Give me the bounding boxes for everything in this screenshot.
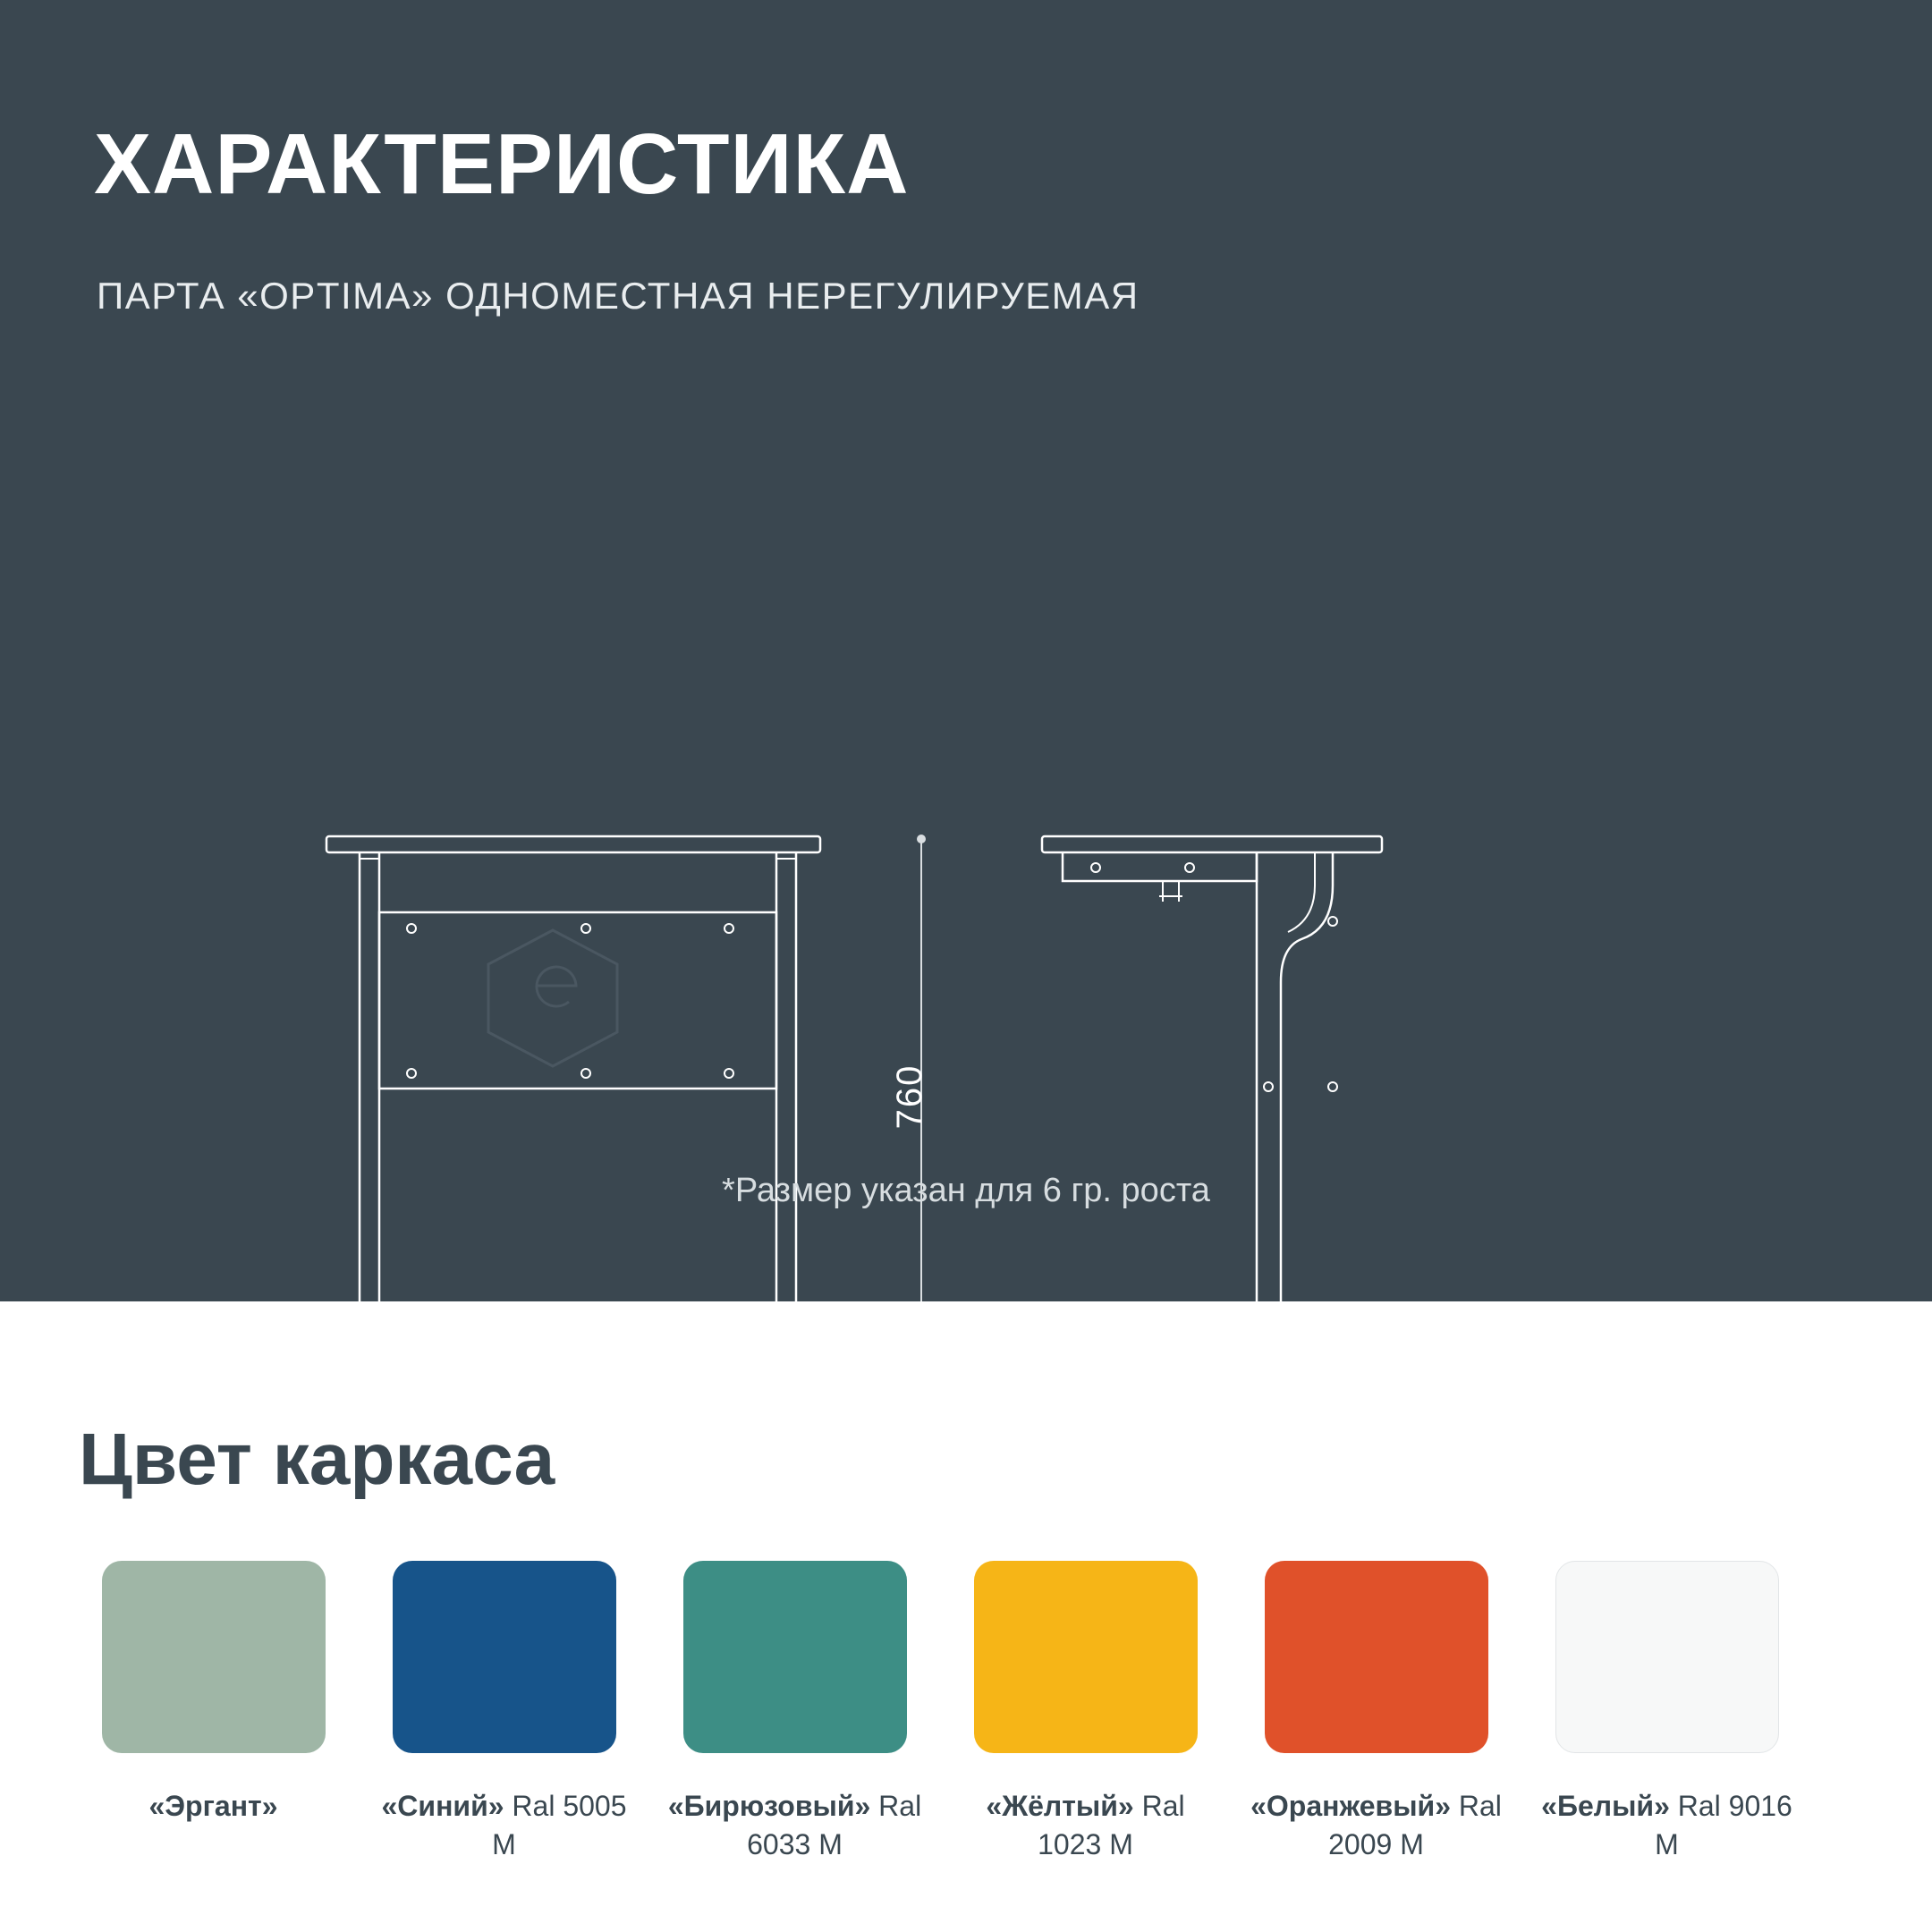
color-label	[148, 1787, 277, 1826]
color-label	[1539, 1787, 1794, 1864]
color-chip[interactable]	[683, 1561, 907, 1753]
color-name: «Жёлтый»	[986, 1790, 1134, 1822]
color-name: «Синий»	[381, 1790, 504, 1822]
color-swatch-orange[interactable]	[1249, 1561, 1504, 1864]
side-view-drawing	[1042, 836, 1400, 1376]
color-swatch-row	[86, 1561, 1866, 1864]
color-swatch-white[interactable]	[1539, 1561, 1794, 1864]
color-name: «Эргант»	[148, 1790, 278, 1822]
color-chip[interactable]	[393, 1561, 616, 1753]
color-ral: Ral 9016 M	[1655, 1790, 1792, 1861]
color-label	[667, 1787, 922, 1864]
color-chip[interactable]	[974, 1561, 1198, 1753]
color-name: «Оранжевый»	[1250, 1790, 1451, 1822]
frame-color-title: Цвет каркаса	[79, 1419, 555, 1501]
drawing-svg	[0, 385, 1932, 1130]
color-ral: Ral 6033 M	[747, 1790, 922, 1861]
color-name: «Бирюзовый»	[667, 1790, 871, 1822]
dimension-height	[890, 835, 929, 1360]
color-swatch-blue[interactable]	[377, 1561, 631, 1864]
dimension-height-label: 760	[890, 1063, 929, 1130]
color-ral: Ral 1023 M	[1038, 1790, 1185, 1861]
color-swatch-yellow[interactable]	[958, 1561, 1213, 1864]
technical-drawings	[0, 385, 1932, 1130]
color-ral: Ral 5005 M	[492, 1790, 627, 1861]
color-name: «Белый»	[1541, 1790, 1670, 1822]
page-title: ХАРАКТЕРИСТИКА	[94, 116, 910, 213]
color-chip[interactable]	[1265, 1561, 1488, 1753]
color-label	[958, 1787, 1213, 1864]
watermark-logo	[488, 930, 617, 1066]
color-swatch-ergant[interactable]	[86, 1561, 341, 1864]
frame-color-panel	[0, 1301, 1932, 1932]
product-subtitle: ПАРТА «OPTIMA» ОДНОМЕСТНАЯ НЕРЕГУЛИРУЕМАЯ	[97, 274, 1140, 317]
color-chip[interactable]	[1555, 1561, 1779, 1753]
color-chip[interactable]	[102, 1561, 326, 1753]
front-view-drawing	[326, 836, 820, 1355]
footnote-text: *Размер указан для 6 гр. роста	[722, 1172, 1210, 1209]
color-label	[377, 1787, 631, 1864]
color-ral: Ral 2009 M	[1328, 1790, 1502, 1861]
color-label	[1249, 1787, 1504, 1864]
color-swatch-turquoise[interactable]	[667, 1561, 922, 1864]
